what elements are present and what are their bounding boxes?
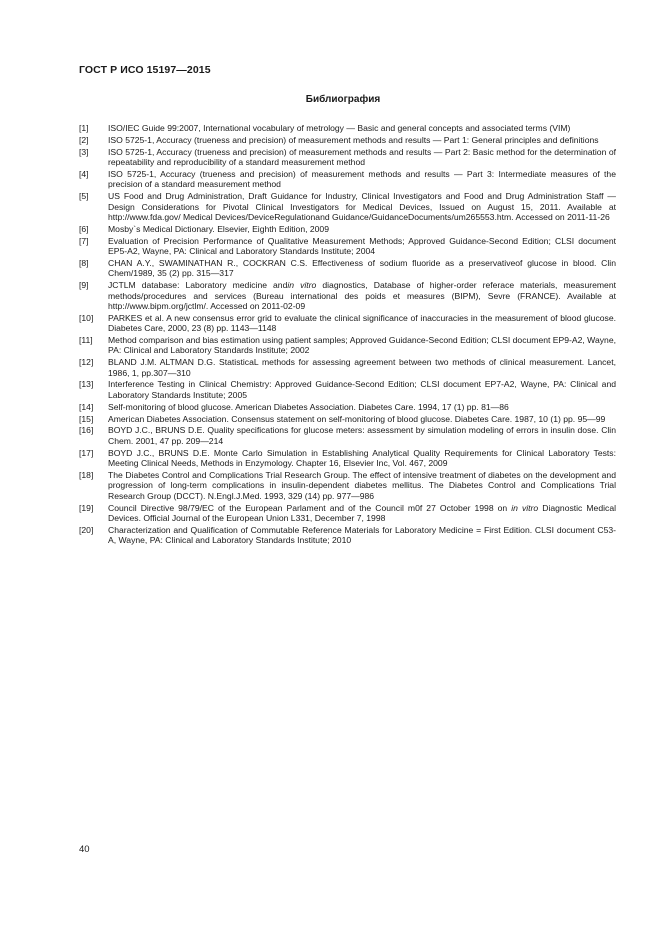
entry-text: ISO/IEC Guide 99:2007, International vocabulary of metrology — Basic and general concepts and associated terms (VIM) [108,123,571,133]
entry-number: [17] [79,447,94,458]
entry-text: American Diabetes Association. Consensus statement on self-monitoring of blood glucose. Diabetes Care. 1987, 10 (1) pp. 95—99 [108,413,606,424]
entry-text-italic: in vitro [511,502,539,513]
entry-text: PARKES et al. A new consensus error grid to evaluate the clinical significance of inaccuracies in the measurement of blood glucose. Diabetes Care, 2000, 23 (8) pp. 1143—1148 [108,312,616,334]
bibliography-entry [79,425,616,446]
entry-number: [12] [79,357,94,368]
bibliography-entry [79,503,616,524]
bibliography-entry [79,147,616,168]
entry-text: CHAN A.Y., SWAMINATHAN R., COCKRAN C.S. Effectiveness of sodium fluoride as a preservativeof glucose in blood. Clin Chem/1989, 35 (2) pp. 315—317 [108,257,616,279]
bibliography-entry [79,335,616,356]
page-number: 40 [79,844,90,855]
entry-text: US Food and Drug Administration, Draft Guidance for Industry, Clinical Investigators and Food and Drug Administration Staff — Design Considerations for Pivotal Clinical Investigators for Medical Devices, Issued on August 15, 2011. Available at http://www.fda.gov/ Medical Devices/DeviceRegulationand Guidance/GuidanceDocuments/um265553.htm. Accessed on 2011-11-26 [108,191,616,222]
bibliography-entry [79,236,616,257]
entry-text: ISO 5725-1, Accuracy (trueness and precision) of measurement methods and results — Part 2: Basic method for the determination of repeatability and reproducibility of a standard measurement method [108,146,616,168]
bibliography-entry [79,135,616,145]
entry-number: [1] [79,123,89,133]
bibliography-entry [79,357,616,378]
entry-number: [3] [79,146,89,157]
entry-number: [4] [79,169,89,180]
bibliography-entry [79,313,616,334]
bibliography-entry [79,414,616,424]
entry-number: [13] [79,379,94,390]
entry-text: ISO 5725-1, Accuracy (trueness and precision) of measurement methods and results — Part 3: Intermediate measures of the precision of a standard measurement method [108,169,616,190]
entry-text: Self-monitoring of blood glucose. American Diabetes Association. Diabetes Care. 1994, 17 (1) pp. 81—86 [108,401,509,412]
bibliography-entry [79,280,616,311]
bibliography-entry [79,258,616,279]
entry-number: [19] [79,502,94,513]
bibliography-entry [79,402,616,412]
entry-number: [10] [79,312,94,323]
entry-text: Interference Testing in Clinical Chemistry: Approved Guidance-Second Edition; CLSI document EP7-A2, Wayne, PA: Clinical and Laboratory Standards Institute; 2005 [108,379,616,400]
entry-text [108,280,616,311]
entry-text: The Diabetes Control and Complications Trial Research Group. The effect of intensive treatment of diabetes on the development and progression of long-term complications in insulin-dependent diabetes mellitus. The Diabetes Control and Complications Trial Research Group (DCCT). N.Engl.J.Med. 1993, 329 (14) pp. 977—986 [108,469,616,501]
bibliography-entry [79,379,616,400]
entry-text-part: diagnostics, Database of higher-order referace materials, measurement methods/procedures and services (Bureau international des poids et measures (BIPM), Sevre (FRANCE). Available at http://www.bipm.org/jctlm/. Accessed on 2011-02-09 [108,280,616,311]
entry-number: [18] [79,469,94,480]
bibliography-entry [79,224,616,234]
entry-text: BOYD J.C., BRUNS D.E. Monte Carlo Simulation in Establishing Analytical Quality Requirements for Clinical Laboratory Tests: Meeting Clinical Needs, Methods in Enzymology. Chapter 16, Elsevier Inc, Vol. 467, 2009 [108,447,616,469]
bibliography-list [79,123,616,547]
bibliography-entry [79,191,616,222]
entry-number: [9] [79,280,89,291]
bibliography-entry [79,470,616,501]
entry-text-italic: in vitro [287,280,317,291]
entry-number: [14] [79,401,94,412]
bibliography-entry [79,448,616,469]
entry-number: [20] [79,524,94,535]
standard-header: ГОСТ Р ИСО 15197—2015 [79,64,211,76]
entry-text: Method comparison and bias estimation using patient samples; Approved Guidance-Second Edition; CLSI document EP9-A2, Wayne, PA: Clinical and Laboratory Standards Institute; 2002 [108,335,616,356]
entry-text-part: Council Directive 98/79/EC of the European Parlament and of the Council m0f 27 October 1998 on [108,502,512,513]
entry-number: [8] [79,257,89,268]
entry-text: BOYD J.C., BRUNS D.E. Quality specifications for glucose meters: assessment by simulation modeling of errors in insulin dose. Clin Chem. 2001, 47 pp. 209—214 [108,425,616,446]
entry-text: Evaluation of Precision Performance of Qualitative Measurement Methods; Approved Guidance-Second Edition; CLSI document EP5-A2, Wayne, PA: Clinical and Laboratory Standards Institute; 2004 [108,235,616,257]
entry-number: [7] [79,235,89,246]
entry-text-part: Diagnostic Medical Devices. Official Journal of the European Union L331, December 7, 1998 [108,502,617,523]
bibliography-entry [79,525,616,546]
entry-number: [6] [79,223,89,234]
entry-text: BLAND J.M. ALTMAN D.G. StatisticaL methods for assessing agreement between two methods of clinical measurement. Lancet, 1986, 1, pp.307—310 [108,357,616,378]
entry-number: [2] [79,134,89,145]
entry-text [108,503,616,524]
entry-text-part: JCTLM database: Laboratory medicine and [108,280,288,291]
bibliography-title: Библиография [305,94,381,105]
entry-number: [15] [79,413,94,424]
entry-number: [5] [79,191,89,202]
bibliography-entry [79,169,616,190]
entry-number: [11] [79,335,93,345]
bibliography-entry [79,123,616,133]
entry-text: Characterization and Qualification of Commutable Reference Materials for Laboratory Medicine = First Edition. CLSI document C53-A, Wayne, PA: Clinical and Laboratory Standards Institute; 2010 [108,524,616,546]
entry-text: Mosby`s Medical Dictionary. Elsevier, Eighth Edition, 2009 [108,223,329,234]
entry-text: ISO 5725-1, Accuracy (trueness and precision) of measurement methods and results — Part 1: General principles and definitions [108,134,599,145]
entry-number: [16] [79,425,94,436]
